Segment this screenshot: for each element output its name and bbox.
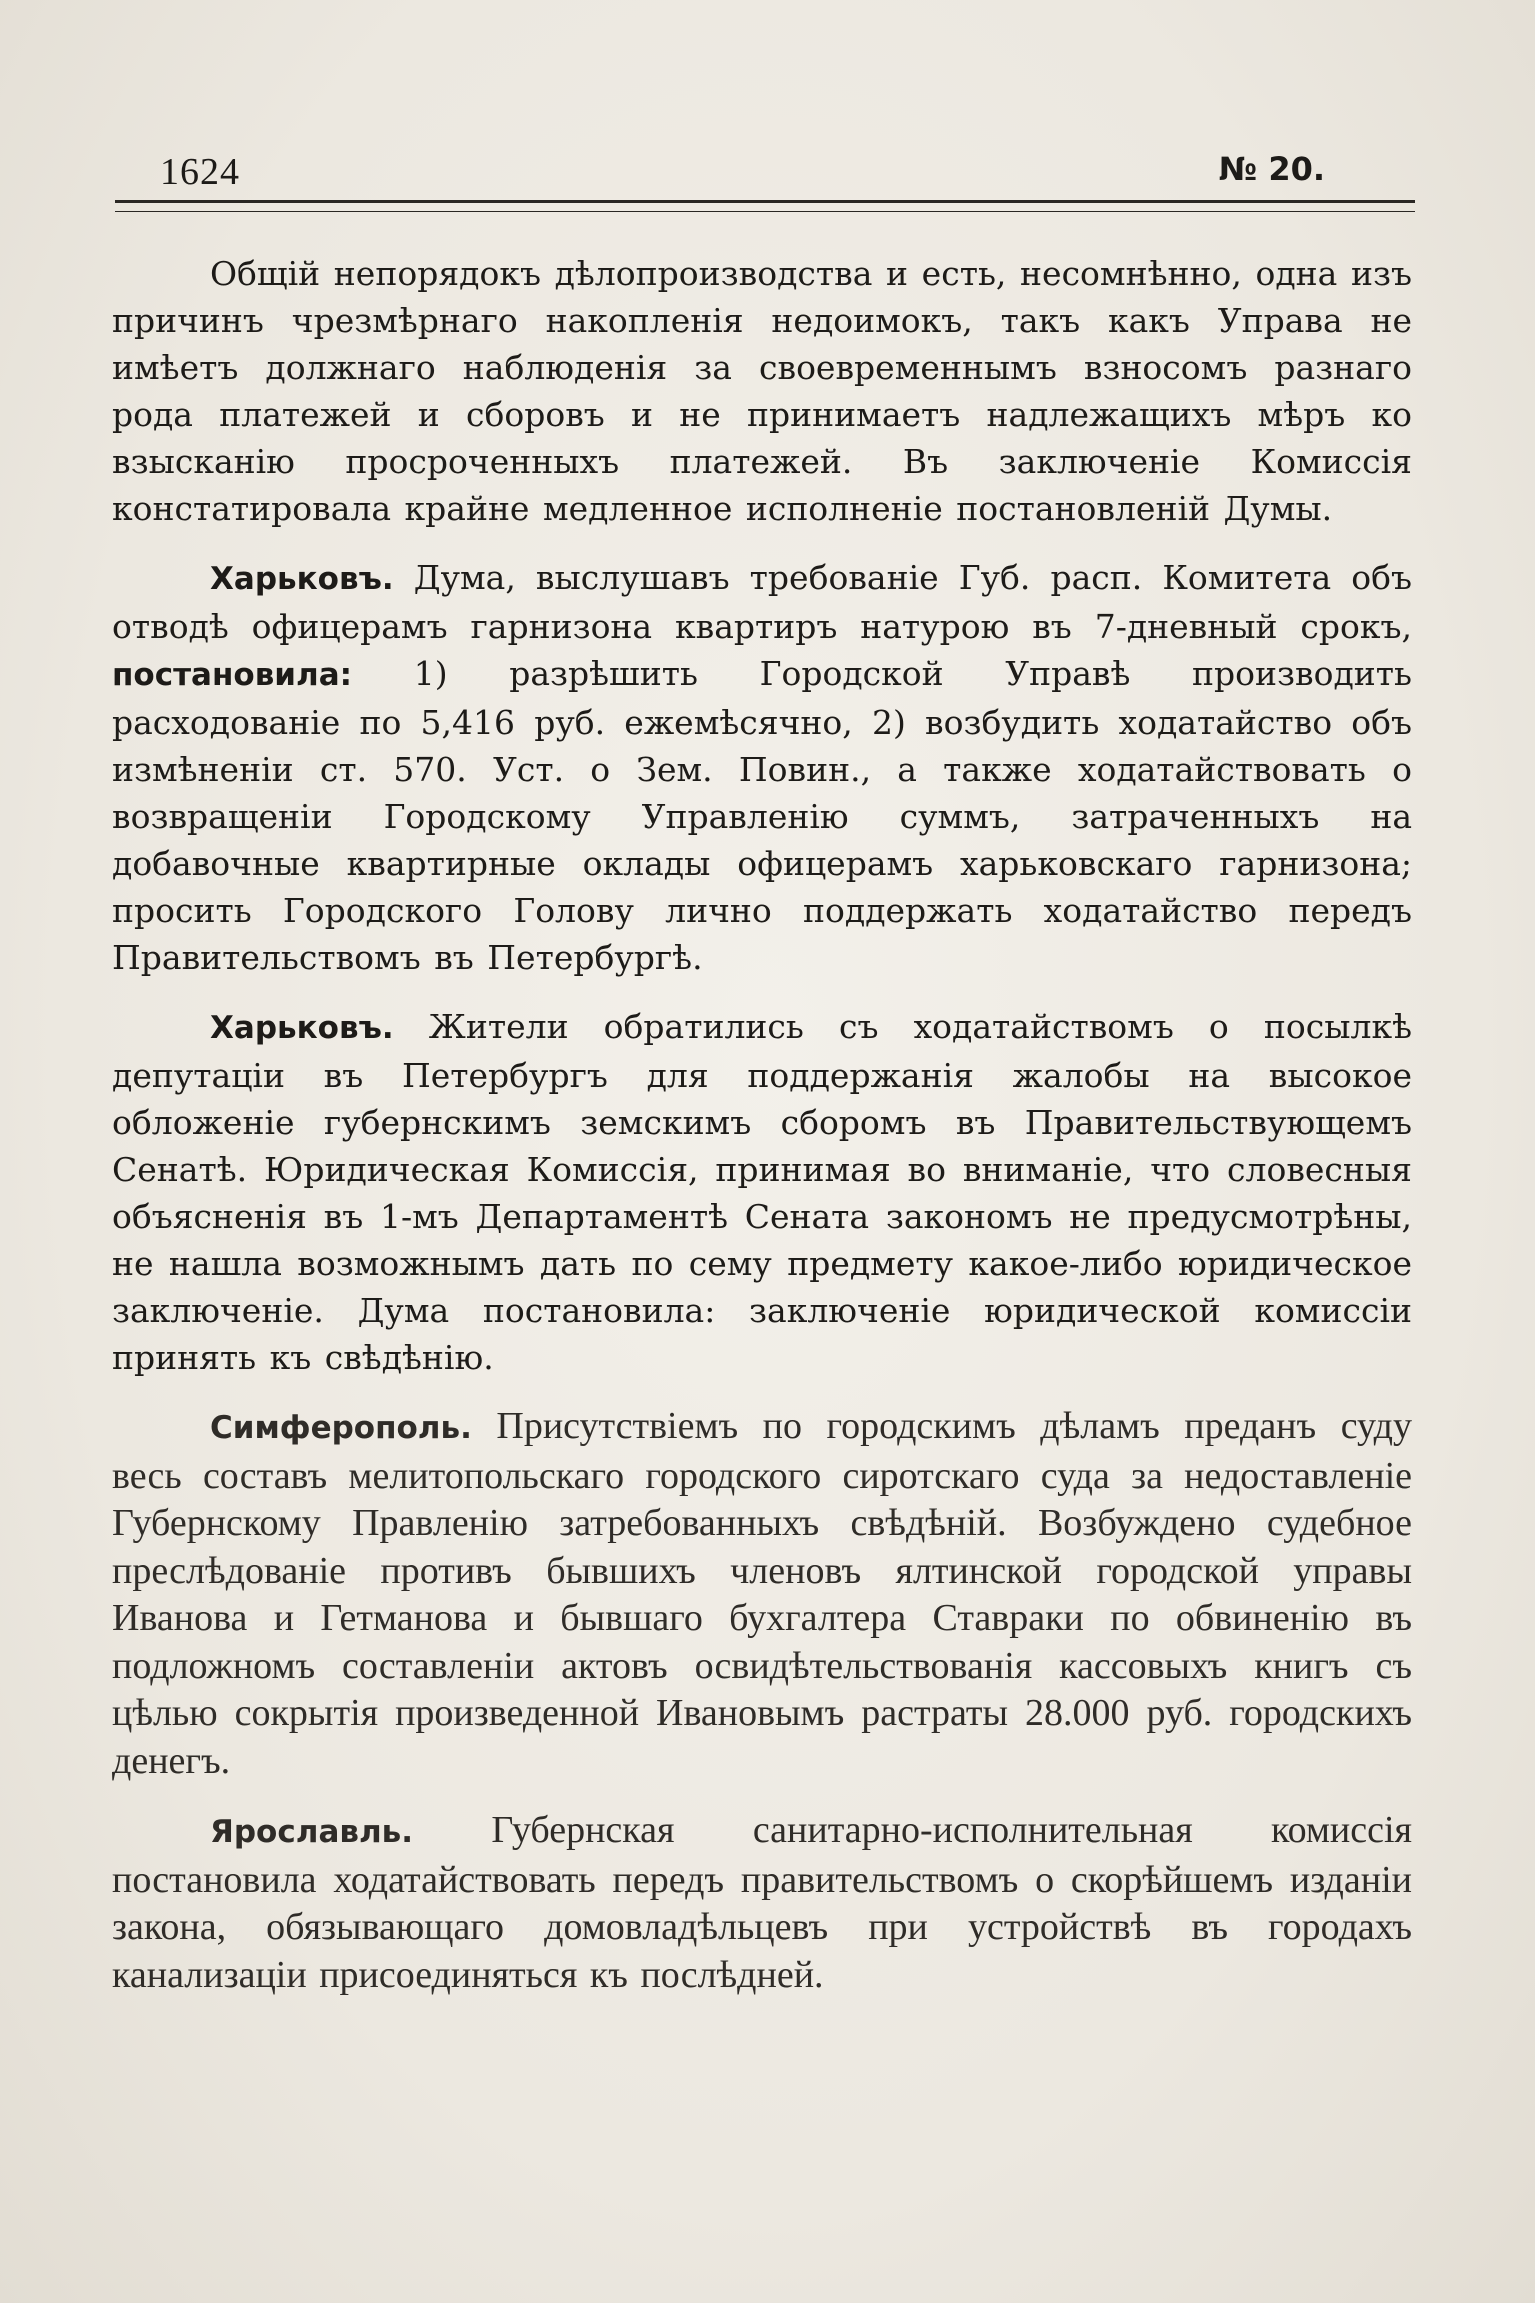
paragraph-yaroslavl bbox=[112, 1807, 1412, 1999]
paragraph-kharkov-deputation bbox=[112, 1003, 1412, 1381]
paragraph-text: Присутствіемъ по городскимъ дѣламъ преданъ суду весь составъ мелитопольскаго городского сиротскаго суда за недоставленіе Губернскому Правленію затребованныхъ свѣдѣній. Возбуждено судебное преслѣдованіе противъ бывшихъ членовъ ялтинской городской управы Иванова и Гетманова и бывшаго бухгалтера Ставраки по обвиненію въ подложномъ составленіи актовъ освидѣтельствованія кассовыхъ книгъ съ цѣлью сокрытія произведенной Ивановымъ растраты 28.000 руб. городскихъ денегъ. bbox=[112, 1405, 1412, 1782]
paragraph-lead: Харьковъ. bbox=[210, 1010, 394, 1046]
paragraph-lead: Симферополь. bbox=[210, 1410, 472, 1446]
header-rule bbox=[115, 200, 1415, 212]
issue-number: № 20. bbox=[1218, 150, 1325, 188]
paragraph-text: Дума, выслушавъ требованіе Губ. расп. Комитета объ отводѣ офицерамъ гарнизона квартиръ натурою въ 7-дневный срокъ, bbox=[112, 558, 1412, 646]
paragraph-kharkov-quarters bbox=[112, 554, 1412, 981]
paragraph-emphasis: постановила: bbox=[112, 657, 353, 693]
paragraph-text: Жители обратились съ ходатайствомъ о посылкѣ депутаціи въ Петербургъ для поддержанія жалобы на высокое обложеніе губернскимъ земскимъ сборомъ въ Правительствующемъ Сенатѣ. Юридическая Комиссія, принимая во вниманіе, что словесныя объясненія въ 1-мъ Департаментѣ Сената закономъ не предусмотрѣны, не нашла возможнымъ дать по сему предмету какое-либо юридическое заключеніе. Дума постановила: заключеніе юридической комиссіи принять къ свѣдѣнію. bbox=[112, 1007, 1412, 1377]
paragraph-lead: Ярославль. bbox=[210, 1814, 414, 1850]
page-number: 1624 bbox=[160, 151, 240, 193]
paragraph-text-continued: 1) разрѣшить Городской Управѣ производить расходованіе по 5,416 руб. ежемѣсячно, 2) возбудить ходатайство объ измѣненіи ст. 570. Уст. о Зем. Повин., а также ходатайствовать о возвращеніи Городскому Управленію суммъ, затраченныхъ на добавочные квартирные оклады офицерамъ харьковскаго гарнизона; просить Городского Голову лично поддержать ходатайство передъ Правительствомъ въ Петербургѣ. bbox=[112, 654, 1412, 977]
paragraph-text: Общій непорядокъ дѣлопроизводства и есть, несомнѣнно, одна изъ причинъ чрезмѣрнаго накопленія недоимокъ, такъ какъ Управа не имѣетъ должнаго наблюденія за своевременнымъ взносомъ разнаго рода платежей и сборовъ и не принимаетъ надлежащихъ мѣръ ко взысканію просроченныхъ платежей. Въ заключеніе Комиссія констатировала крайне медленное исполненіе постановленій Думы. bbox=[112, 254, 1412, 528]
paragraph-lead: Харьковъ. bbox=[210, 561, 394, 597]
paragraph-text: Губернская санитарно-исполнительная комиссія постановила ходатайствовать передъ правительствомъ о скорѣйшемъ изданіи закона, обязывающаго домовладѣльцевъ при устройствѣ въ городахъ канализаціи присоединяться къ послѣдней. bbox=[112, 1809, 1412, 1996]
body-text bbox=[112, 250, 1412, 2021]
paragraph-duty-backlog bbox=[112, 250, 1412, 532]
paragraph-simferopol bbox=[112, 1403, 1412, 1785]
